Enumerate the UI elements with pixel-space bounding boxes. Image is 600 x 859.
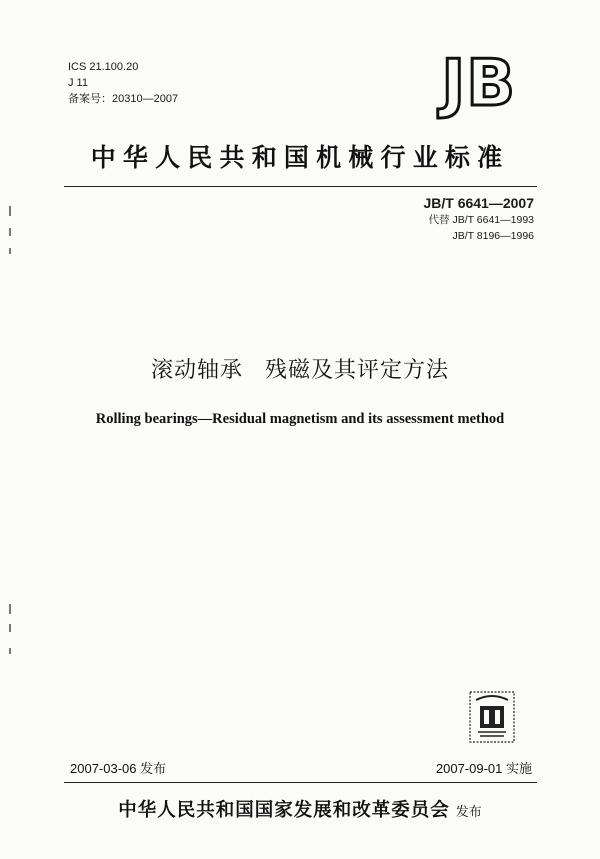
ics-code: ICS 21.100.20 — [68, 61, 139, 73]
replaces-line-2: JB/T 8196—1996 — [452, 230, 534, 242]
scan-mark — [9, 206, 11, 216]
replaces-line-1: 代替 JB/T 6641—1993 — [428, 214, 534, 226]
publisher-suffix: 发布 — [455, 805, 482, 820]
title-chinese — [0, 356, 600, 386]
standard-code-block — [423, 194, 534, 244]
record-number: 备案号：20310—2007 — [68, 93, 179, 105]
scan-mark — [9, 228, 11, 236]
standard-code: JB/T 6641—2007 — [423, 195, 534, 211]
standard-name: 中华人民共和国机械行业标准 — [90, 143, 510, 172]
title-english: Rolling bearings—Residual magnetism and its assessment method — [95, 411, 505, 427]
implement-date: 2007-09-01 实施 — [435, 761, 532, 776]
divider-bottom — [64, 782, 537, 783]
scan-mark — [9, 624, 11, 632]
title-chinese-part1: 滚动轴承 — [150, 358, 243, 383]
scan-mark — [9, 604, 11, 614]
publisher-emblem-icon — [468, 690, 516, 744]
issue-date: 2007-03-06 发布 — [70, 761, 167, 776]
classification-code: J 11 — [68, 77, 88, 89]
title-chinese-part2: 残磁及其评定方法 — [265, 358, 450, 383]
publisher-name: 中华人民共和国国家发展和改革委员会 — [118, 800, 450, 821]
jb-logo: JB — [441, 47, 516, 121]
publisher-line — [0, 798, 600, 826]
scan-mark — [9, 648, 11, 654]
scan-mark — [9, 248, 11, 254]
divider-top — [64, 186, 537, 187]
